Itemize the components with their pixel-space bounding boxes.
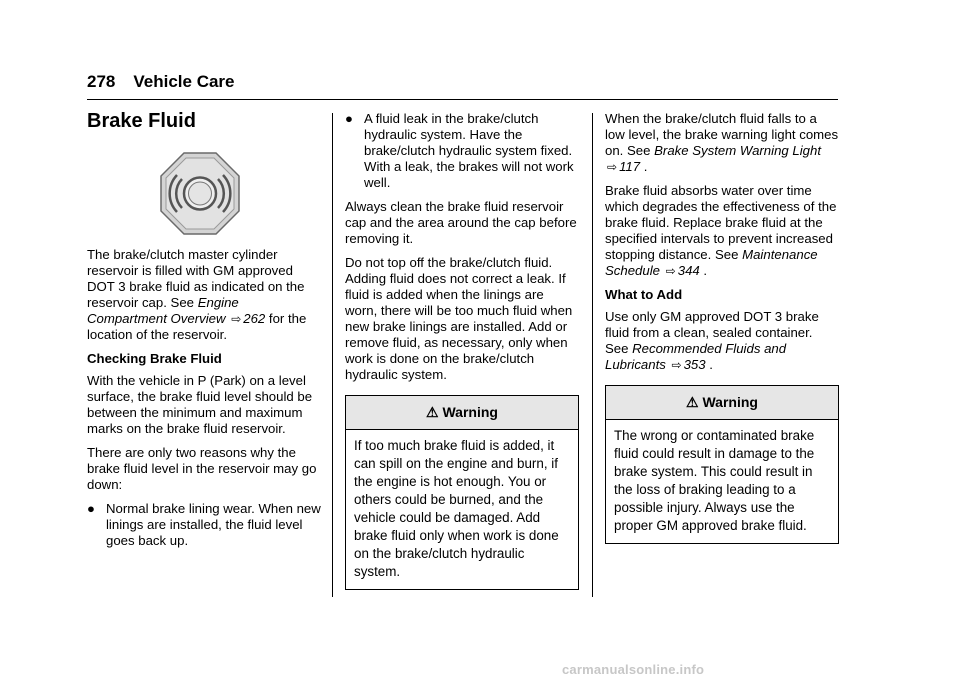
- brake-warning-octagon-icon: [160, 152, 240, 235]
- absorbs-water-paragraph: Brake fluid absorbs water over time which degrades the effectiveness of the brake fluid. Replace brake fluid at the specified intervals to prevent increased stopping distance. See Maintenance Schedule ⇨ 344 .: [605, 183, 837, 278]
- list-item: ● A fluid leak in the brake/clutch hydraulic system. Have the brake/clutch hydraulic system fixed. With a leak, the brakes will not work well.: [345, 111, 574, 190]
- heading-checking-brake-fluid: Checking Brake Fluid: [87, 351, 222, 366]
- column-divider: [592, 113, 593, 597]
- bullet-icon: ●: [345, 111, 353, 126]
- warning-header: ⚠ Warning: [606, 386, 838, 420]
- page-number: 278: [87, 72, 116, 91]
- page-ref-262[interactable]: 262: [243, 311, 266, 326]
- column-1: [87, 247, 322, 557]
- what-to-add-paragraph: Use only GM approved DOT 3 brake fluid from a clean, sealed container. See Recommended Fluids and Lubricants ⇨ 353 .: [605, 309, 819, 372]
- checking-paragraph: With the vehicle in P (Park) on a level surface, the brake fluid level should be between the minimum and maximum marks on the brake fluid reservoir.: [87, 373, 313, 436]
- warning-text: The wrong or contaminated brake fluid could result in damage to the brake system. This could result in the loss of braking leading to a possible injury. Always use the proper GM approved brake fluid.: [614, 428, 815, 533]
- warning-box: [345, 395, 579, 590]
- heading-what-to-add: What to Add: [605, 287, 683, 302]
- xref-arrow-icon: ⇨: [671, 358, 682, 372]
- warning-header: ⚠ Warning: [346, 396, 578, 430]
- page-header: [87, 72, 235, 92]
- page-ref-344[interactable]: 344: [677, 263, 700, 278]
- warning-icon: ⚠: [426, 404, 439, 420]
- xref-arrow-icon: ⇨: [607, 160, 618, 174]
- reasons-paragraph: There are only two reasons why the brake fluid level in the reservoir may go down:: [87, 445, 317, 492]
- list-item: ● Normal brake lining wear. When new linings are installed, the fluid level goes back up.: [87, 501, 321, 548]
- xref-arrow-icon: ⇨: [231, 312, 242, 326]
- link-engine-compartment[interactable]: Engine Compartment Overview: [87, 295, 239, 326]
- column-divider: [332, 113, 333, 597]
- column-2: [345, 111, 579, 590]
- xref-arrow-icon: ⇨: [665, 264, 676, 278]
- link-maintenance-schedule[interactable]: Maintenance Schedule: [605, 247, 818, 278]
- intro-paragraph: The brake/clutch master cylinder reservoir is filled with GM approved DOT 3 brake fluid as indicated on the reservoir cap. See Engine Compartment Overview ⇨ 262 for the location of the reservoir.: [87, 247, 307, 342]
- low-level-paragraph: When the brake/clutch fluid falls to a low level, the brake warning light comes on. See Brake System Warning Light ⇨ 117 .: [605, 111, 839, 174]
- clean-cap-paragraph: Always clean the brake fluid reservoir cap and the area around the cap before removing it.: [345, 199, 577, 246]
- link-brake-system-warning-light[interactable]: Brake System Warning Light: [654, 143, 821, 158]
- watermark: carmanualsonline.info: [562, 662, 705, 677]
- section-title: Vehicle Care: [133, 72, 235, 91]
- do-not-top-off-paragraph: Do not top off the brake/clutch fluid. Adding fluid does not correct a leak. If fluid is added when the linings are worn, there will be too much fluid when new brake linings are installed. Add or remove fluid, as necessary, only when work is done on the brake/clutch hydraulic system.: [345, 255, 573, 382]
- header-rule: [87, 99, 838, 100]
- bullet-icon: ●: [87, 501, 95, 516]
- page-ref-353[interactable]: 353: [683, 357, 706, 372]
- page-ref-117[interactable]: 117: [619, 159, 641, 174]
- page-title: Brake Fluid: [87, 110, 196, 132]
- warning-text: If too much brake fluid is added, it can spill on the engine and burn, if the engine is hot enough. You or others could be burned, and the vehicle could be damaged. Add brake fluid only when work is done on the brake/clutch hydraulic system.: [354, 438, 559, 579]
- warning-icon: ⚠: [686, 394, 699, 410]
- warning-box: [605, 385, 839, 544]
- column-3: [605, 111, 839, 544]
- link-recommended-fluids[interactable]: Recommended Fluids and Lubricants: [605, 341, 787, 372]
